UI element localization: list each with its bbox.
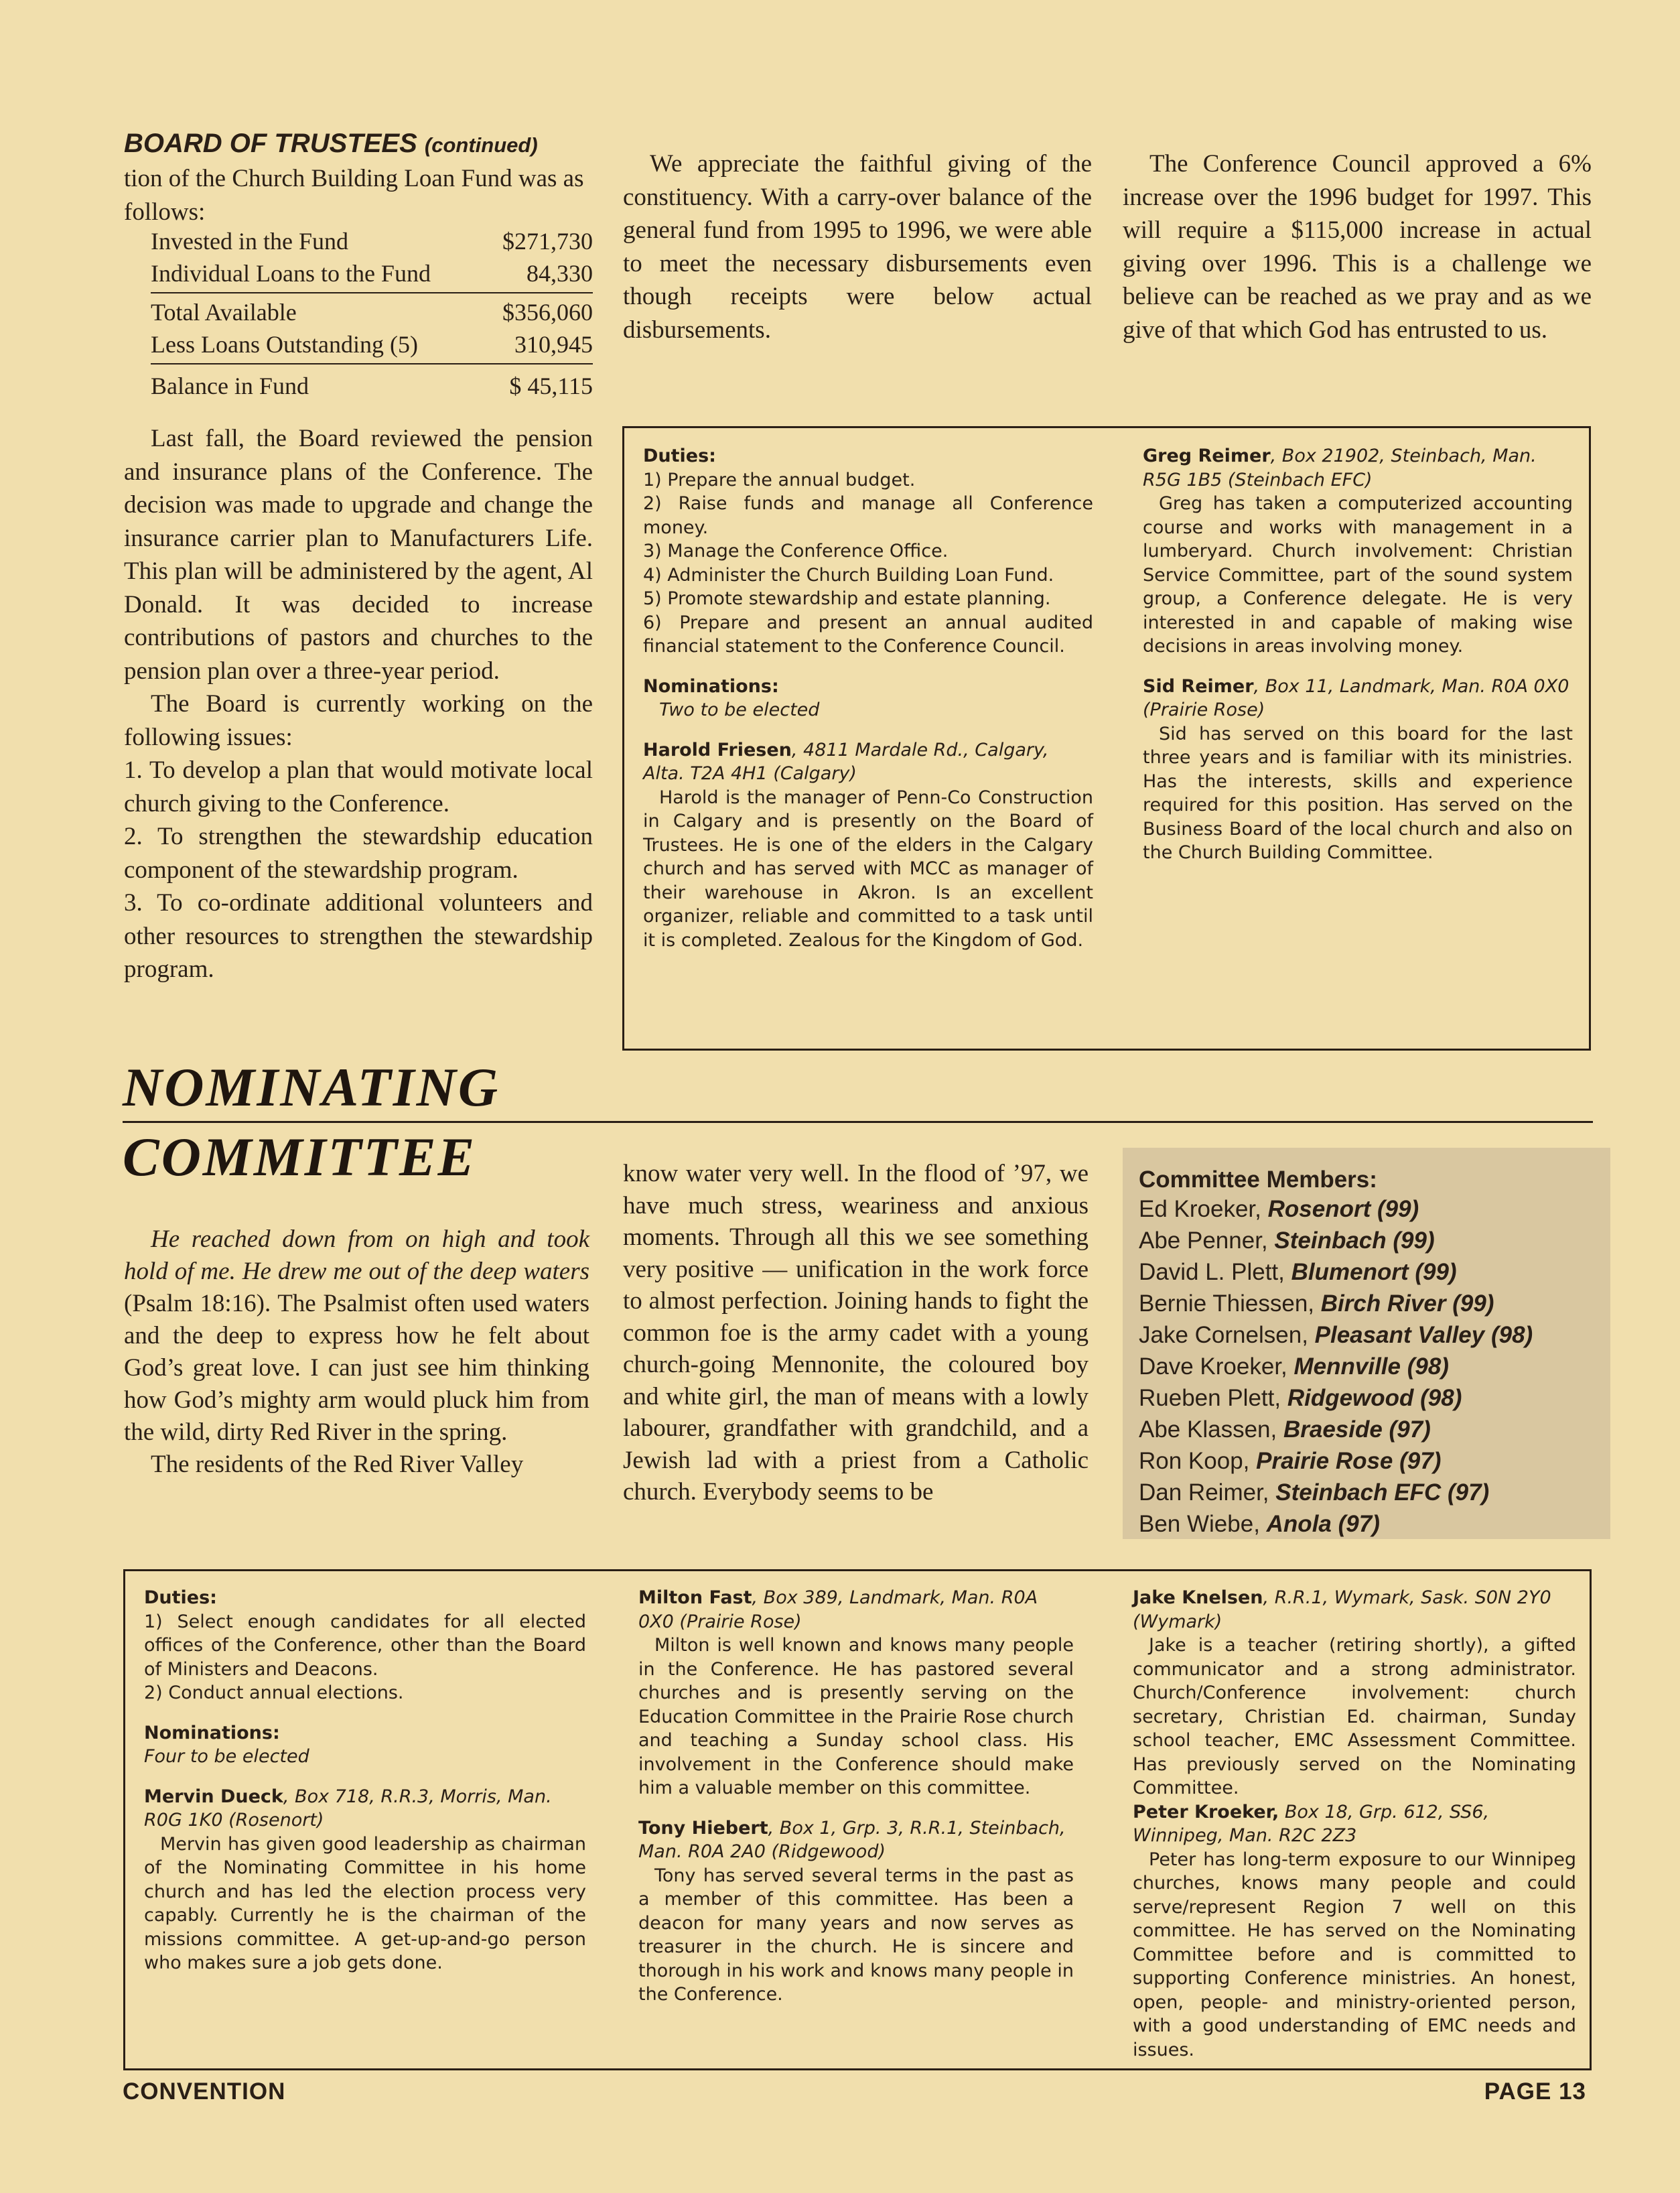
candidate-name-line (638, 1816, 1074, 1864)
candidate-address: , R.R.1, Wymark, Sask. S0N 2Y0 (Wymark) (1133, 1587, 1551, 1632)
committee-members-list (1139, 1167, 1608, 1540)
candidate-address: Box 18, Grp. 612, SS6, Winnipeg, Man. R2C 2Z3 (1133, 1801, 1490, 1846)
board-paragraph: Last fall, the Board reviewed the pension and insurance plans of the Conference. The decision was made to upgrade and change the insurance carrier plan to Manufacturers Life. This plan will be administered by the agent, Al Donald. It was decided to increase contributions of pastors and churches to the pension plan over a three-year period. (124, 425, 593, 685)
member-item (1139, 1445, 1608, 1477)
member-name: Ben Wiebe, (1139, 1511, 1267, 1537)
member-church: Anola (97) (1266, 1511, 1380, 1537)
member-item (1139, 1256, 1608, 1288)
duty-item: 5) Promote stewardship and estate planning. (643, 588, 1051, 609)
nominating-title-line1: NOMINATING (123, 1057, 500, 1118)
board-issue: 2. To strengthen the stewardship education component of the stewardship program. (124, 823, 593, 884)
board-heading-title: BOARD OF TRUSTEES (124, 129, 417, 158)
ledger-label: Balance in Fund (151, 373, 309, 399)
nominating-quote-paragraph (124, 1223, 589, 1449)
section-rule (123, 1121, 1593, 1123)
loan-fund-ledger (151, 225, 593, 413)
member-church: Braeside (97) (1283, 1416, 1431, 1443)
member-church: Birch River (99) (1320, 1290, 1494, 1317)
page-number: PAGE 13 (1484, 2078, 1586, 2105)
board-heading-continued: (continued) (424, 133, 538, 157)
board-left-column (124, 422, 593, 986)
ledger-row (151, 225, 593, 257)
committee-members-panel (1123, 1148, 1610, 1539)
member-item (1139, 1225, 1608, 1256)
ledger-amount: $ 45,115 (509, 373, 593, 399)
duty-item: 1) Select enough candidates for all elected offices of the Conference, other than the Board of Ministers and Deacons. (144, 1611, 586, 1680)
candidate-bio: Mervin has given good leadership as chairman of the Nominating Committee in his home church and has led the election process very capably. Currently he is the chairman of the missions committee. A get-up-and-go person who makes sure a job gets done. (144, 1833, 586, 1973)
candidate-bio: Greg has taken a computerized accounting course and works with management in a lumberyard. Church involvement: Christian Service Committee, part of the sound system group, a Conference delegate. He is very interested in and capable of making wise decisions in areas involving money. (1143, 493, 1573, 657)
nominations-heading: Nominations: (144, 1722, 280, 1743)
ledger-divider (151, 363, 593, 364)
candidate-name: Tony Hiebert (638, 1817, 768, 1839)
candidate-bio: Tony has served several terms in the past as a member of this committee. Has been a deacon for many years and now serves as treasurer in the church. He is sincere and thorough in his work and knows many people in the Conference. (638, 1865, 1074, 2005)
nominating-duties-box (123, 1569, 1592, 2070)
candidate-name: Peter Kroeker, (1133, 1801, 1279, 1822)
ledger-row (151, 370, 593, 402)
member-item (1139, 1319, 1608, 1351)
scripture-reference: (Psalm 18:16). (124, 1290, 271, 1317)
candidate-address: , Box 1, Grp. 3, R.R.1, Steinbach, Man. R0A 2A0 (Ridgewood) (638, 1817, 1066, 1862)
member-item (1139, 1193, 1608, 1225)
member-church: Mennville (98) (1293, 1353, 1449, 1380)
ledger-label: Total Available (151, 299, 297, 326)
candidate-name-line (1143, 444, 1573, 492)
member-item (1139, 1351, 1608, 1382)
candidate-name: Greg Reimer (1143, 446, 1271, 466)
candidate-bio: Jake is a teacher (retiring shortly), a gifted communicator and a strong administrator. Church/Conference involvement: church secretary, Christian Ed. chairman, Sunday school teacher, EMC Assessment Committee. Has previously served on the Nominating Committee. (1133, 1635, 1576, 1798)
member-name: Dan Reimer, (1139, 1479, 1276, 1506)
nominating-column-2: know water very well. In the flood of ’97, we have much stress, weariness and anxious moments. Through all this we see something very positive — unification in the work force to almost perfection. Joining hands to fight the common foe is the army cadet with a young church-going Mennonite, the coloured boy and white girl, the man of means with a lowly labourer, grandfather with grandchild, and a Jewish lad with a priest from a Catholic church. Everybody seems to be (623, 1160, 1089, 1506)
trustees-duties-box (622, 426, 1591, 1051)
duty-item: 2) Conduct annual elections. (144, 1682, 404, 1703)
ledger-label: Individual Loans to the Fund (151, 260, 431, 287)
member-name: Abe Klassen, (1139, 1416, 1283, 1443)
ledger-row (151, 257, 593, 289)
candidate-address: , 4811 Mardale Rd., Calgary, Alta. T2A 4H1 (Calgary) (643, 739, 1049, 784)
candidate-bio: Sid has served on this board for the last three years and is familiar with its ministries. Has the interests, skills and experience required for this position. Has served on the Business Board of the local church and also on the Church Building Committee. (1143, 723, 1573, 863)
member-church: Blumenort (99) (1291, 1259, 1457, 1285)
duty-item: 4) Administer the Church Building Loan Fund. (643, 564, 1054, 586)
footer-section-name: CONVENTION (123, 2078, 286, 2105)
member-item (1139, 1382, 1608, 1414)
nominating-title-line2: COMMITTEE (123, 1126, 477, 1187)
member-church: Prairie Rose (97) (1256, 1448, 1442, 1474)
member-name: Dave Kroeker, (1139, 1353, 1294, 1380)
board-heading (124, 129, 538, 159)
candidate-name-line (1143, 675, 1573, 722)
nom-box-column-1 (144, 1586, 586, 1975)
member-item (1139, 1288, 1608, 1319)
nominations-count: Four to be elected (144, 1746, 309, 1767)
candidate-address: , Box 389, Landmark, Man. R0A 0X0 (Prairie Rose) (638, 1587, 1038, 1632)
candidate-name: Sid Reimer (1143, 675, 1254, 697)
candidate-name: Mervin Dueck (144, 1786, 283, 1807)
duty-item: 6) Prepare and present an annual audited financial statement to the Conference Council. (643, 612, 1093, 657)
member-item (1139, 1508, 1608, 1540)
candidate-name-line (1133, 1586, 1576, 1634)
member-item (1139, 1477, 1608, 1508)
member-name: David L. Plett, (1139, 1259, 1291, 1285)
nom-box-column-3 (1133, 1586, 1576, 2062)
member-church: Pleasant Valley (98) (1314, 1322, 1533, 1348)
board-issue: 1. To develop a plan that would motivate local church giving to the Conference. (124, 756, 593, 817)
candidate-name: Jake Knelsen (1133, 1587, 1263, 1608)
nom-box-column-2 (638, 1586, 1074, 2007)
trustees-box-column-2 (1143, 444, 1573, 865)
member-church: Rosenort (99) (1267, 1196, 1419, 1222)
candidate-name-line (643, 738, 1093, 786)
candidate-address: , Box 718, R.R.3, Morris, Man. R0G 1K0 (Rosenort) (144, 1786, 552, 1831)
ledger-amount: $356,060 (502, 299, 593, 326)
candidate-name-line (1133, 1800, 1576, 1848)
member-church: Steinbach (99) (1274, 1227, 1435, 1254)
duties-heading: Duties: (144, 1587, 217, 1608)
ledger-row (151, 328, 593, 360)
board-column-3: The Conference Council approved a 6% increase over the 1996 budget for 1997. This will require a $115,000 increase in actual giving over 1996. This is a challenge we believe can be reached as we pray and as we give of that which God has entrusted to us. (1123, 150, 1592, 344)
board-paragraph: The Board is currently working on the following issues: (124, 690, 593, 751)
nominations-count: Two to be elected (659, 700, 820, 720)
committee-members-heading: Committee Members: (1139, 1167, 1377, 1193)
ledger-label: Invested in the Fund (151, 228, 348, 255)
member-name: Abe Penner, (1139, 1227, 1275, 1254)
quote-commentary: The Psalmist often used waters and the deep to express how he felt about God’s great love. I can just see him thinking how God’s mighty arm would pluck him from the wild, dirty Red River in the spring. (124, 1290, 589, 1446)
member-item (1139, 1414, 1608, 1445)
duty-item: 1) Prepare the annual budget. (643, 469, 916, 490)
candidate-bio: Peter has long-term exposure to our Winnipeg churches, knows many people and could serve/represent Region 7 well on this committee. He has served on the Nominating Committee before and is committed to supporting Conference ministries. An honest, open, people- and ministry-oriented person, with a good understanding of EMC needs and issues. (1133, 1849, 1576, 2060)
member-name: Rueben Plett, (1139, 1385, 1287, 1411)
nominations-heading: Nominations: (643, 675, 779, 697)
candidate-bio: Milton is well known and knows many people in the Conference. He has pastored several churches and is presently serving on the Education Committee in the Prairie Rose church and teaching a Sunday school class. His involvement in the Conference should make him a valuable member on this committee. (638, 1635, 1074, 1798)
candidate-name-line (144, 1785, 586, 1833)
ledger-amount: $271,730 (502, 228, 593, 255)
candidate-address: , Box 21902, Steinbach, Man. R5G 1B5 (Steinbach EFC) (1143, 446, 1537, 490)
ledger-amount: 84,330 (527, 260, 593, 287)
candidate-bio: Harold is the manager of Penn-Co Construction in Calgary and is presently on the Board of Trustees. He is one of the elders in the Calgary church and has served with MCC as manager of their warehouse in Akron. Is an excellent organizer, reliable and committed to a task until it is completed. Zealous for the Kingdom of God. (643, 787, 1093, 951)
member-church: Ridgewood (98) (1287, 1385, 1462, 1411)
ledger-amount: 310,945 (514, 331, 593, 358)
member-name: Ed Kroeker, (1139, 1196, 1268, 1222)
board-column-2: We appreciate the faithful giving of the constituency. With a carry-over balance of the general fund from 1995 to 1996, we were able to meet the necessary disbursements even though receipts were below actual disbursements. (623, 150, 1092, 344)
member-name: Ron Koop, (1139, 1448, 1257, 1474)
ledger-label: Less Loans Outstanding (5) (151, 331, 418, 358)
ledger-row (151, 296, 593, 328)
duty-item: 2) Raise funds and manage all Conference money. (643, 493, 1093, 538)
duty-item: 3) Manage the Conference Office. (643, 541, 949, 561)
member-church: Steinbach EFC (97) (1275, 1479, 1490, 1506)
board-intro: tion of the Church Building Loan Fund was as follows: (124, 165, 584, 226)
candidate-name-line (638, 1586, 1074, 1634)
scripture-quote: He reached down from on high and took hold of me. He drew me out of the deep waters (124, 1225, 589, 1285)
candidate-name: Harold Friesen (643, 739, 792, 760)
nominating-paragraph: The residents of the Red River Valley (151, 1451, 524, 1478)
ledger-divider (151, 292, 593, 293)
nominating-column-1 (124, 1223, 589, 1481)
duties-heading: Duties: (643, 446, 716, 466)
board-issue: 3. To co-ordinate additional volunteers and other resources to strengthen the stewardship program. (124, 889, 593, 983)
candidate-name: Milton Fast (638, 1587, 752, 1608)
member-name: Bernie Thiessen, (1139, 1290, 1321, 1317)
candidate-address: , Box 11, Landmark, Man. R0A 0X0 (Prairie Rose) (1143, 675, 1569, 720)
member-name: Jake Cornelsen, (1139, 1322, 1315, 1348)
trustees-box-column-1 (643, 444, 1093, 952)
